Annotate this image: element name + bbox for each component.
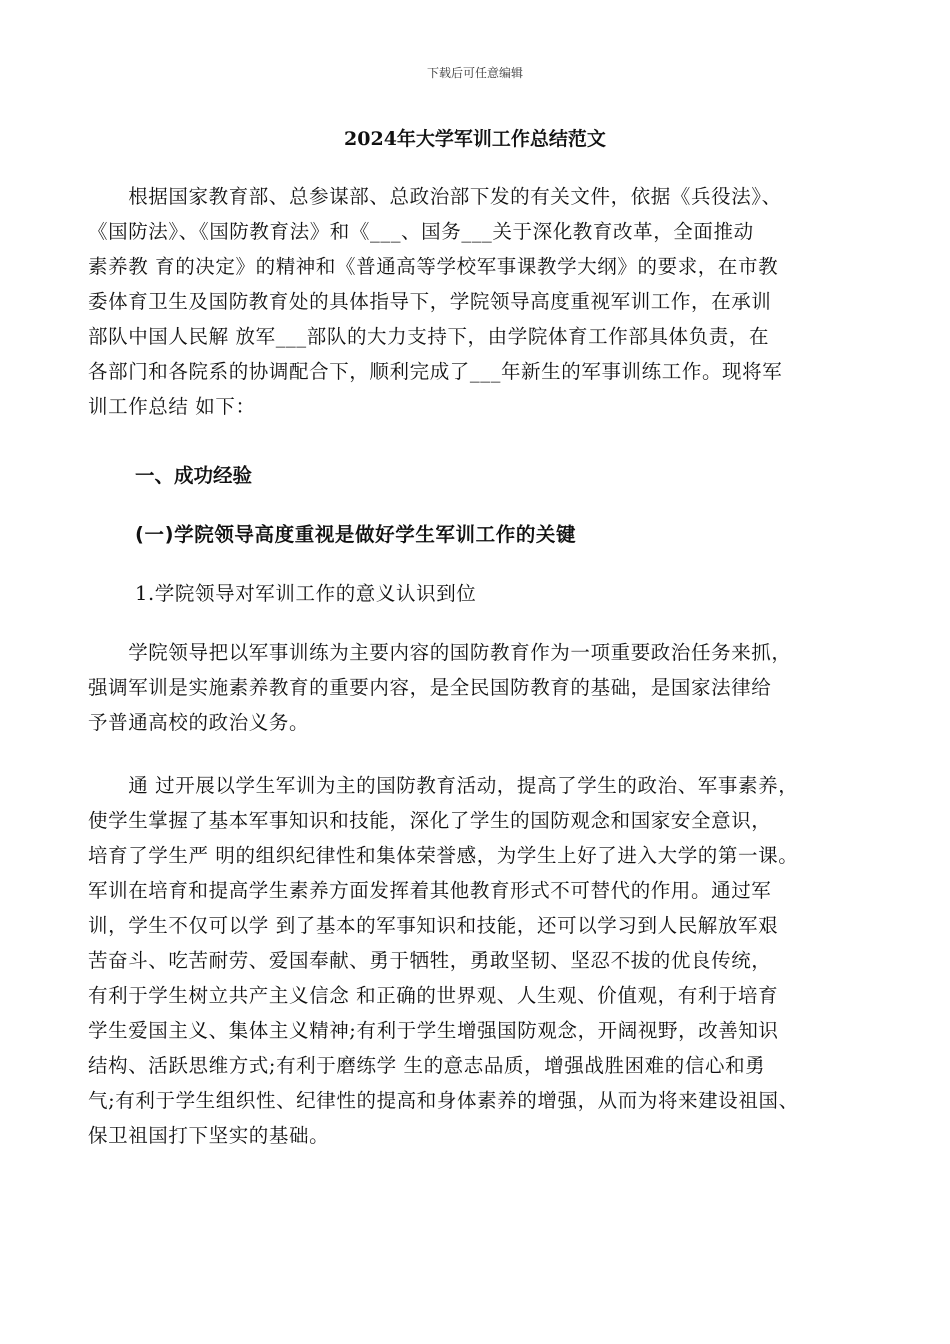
paragraph-line: 予普通高校的政治义务。 <box>88 711 310 734</box>
paragraph-line: 军训在培育和提高学生素养方面发挥着其他教育形式不可替代的作用。通过军 <box>88 879 772 902</box>
paragraph-line: 通 过开展以学生军训为主的国防教育活动，提高了学生的政治、军事素养， <box>88 774 799 797</box>
paragraph-line: 使学生掌握了基本军事知识和技能，深化了学生的国防观念和国家安全意识， <box>88 809 772 832</box>
item-heading: 1.学院领导对军训工作的意义认识到位 <box>135 582 477 605</box>
paragraph-line: 强调军训是实施素养教育的重要内容，是全民国防教育的基础，是国家法律给 <box>88 676 772 699</box>
paragraph-line: 《国防法》、《国防教育法》和《___、国务___关于深化教育改革，全面推动 <box>88 220 754 243</box>
paragraph-line: 气;有利于学生组织性、纪律性的提高和身体素养的增强，从而为将来建设祖国、 <box>88 1089 799 1112</box>
paragraph-line: 保卫祖国打下坚实的基础。 <box>88 1124 330 1147</box>
paragraph-line: 委体育卫生及国防教育处的具体指导下，学院领导高度重视军训工作，在承训 <box>88 290 772 313</box>
paragraph-line: 有利于学生树立共产主义信念 和正确的世界观、人生观、价值观，有利于培育 <box>88 984 779 1007</box>
paragraph-line: 苦奋斗、吃苦耐劳、爱国奉献、勇于牺牲，勇敢坚韧、坚忍不拔的优良传统， <box>88 949 772 972</box>
watermark-text: 下载后可任意编辑 <box>426 66 523 80</box>
paragraph-line: 训，学生不仅可以学 到了基本的军事知识和技能，还可以学习到人民解放军艰 <box>88 914 779 937</box>
document-title: 2024年大学军训工作总结范文 <box>344 128 606 150</box>
paragraph-line: 各部门和各院系的协调配合下，顺利完成了___年新生的军事训练工作。现将军 <box>88 360 783 383</box>
paragraph-line: 部队中国人民解 放军___部队的大力支持下，由学院体育工作部具体负责，在 <box>88 325 770 348</box>
paragraph-line: 训工作总结 如下： <box>88 395 256 418</box>
paragraph-line: 结构、活跃思维方式;有利于磨练学 生的意志品质，增强战胜困难的信心和勇 <box>88 1054 766 1077</box>
subsection-heading: (一)学院领导高度重视是做好学生军训工作的关键 <box>135 523 577 546</box>
paragraph-line: 根据国家教育部、总参谋部、总政治部下发的有关文件，依据《兵役法》、 <box>88 185 782 208</box>
section-heading: 一、成功经验 <box>135 464 253 487</box>
paragraph-line: 学生爱国主义、集体主义精神;有利于学生增强国防观念，开阔视野，改善知识 <box>88 1019 779 1042</box>
paragraph-line: 培育了学生严 明的组织纪律性和集体荣誉感，为学生上好了进入大学的第一课。 <box>88 844 799 867</box>
paragraph-line: 素养教 育的决定》的精神和《普通高等学校军事课教学大纲》的要求，在市教 <box>88 255 779 278</box>
paragraph-line: 学院领导把以军事训练为主要内容的国防教育作为一项重要政治任务来抓， <box>88 641 792 664</box>
